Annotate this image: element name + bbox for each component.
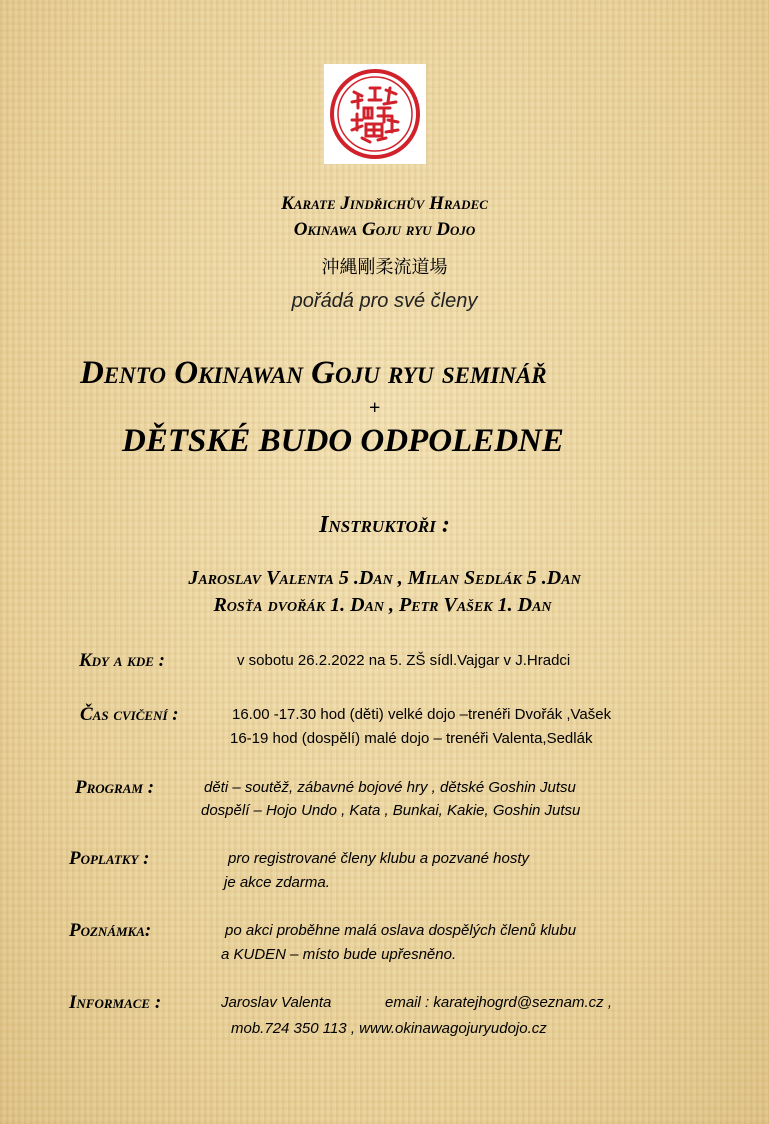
note-label: Poznámka: — [69, 920, 152, 941]
program-label: Program : — [75, 777, 155, 798]
dojo-seal-stamp — [324, 64, 426, 164]
children-budo-title: DĚTSKÉ BUDO ODPOLEDNE — [122, 423, 564, 459]
organizes-text: pořádá pro své členy — [291, 290, 478, 312]
info-phone-web: mob.724 350 113 , www.okinawagojuryudojo.cz — [231, 1020, 547, 1037]
time-line-1: 16.00 -17.30 hod (děti) velké dojo –trenéři Dvořák ,Vašek — [232, 706, 612, 723]
instructors-line-1: Jaroslav Valenta 5 .Dan , Milan Sedlák 5 .Dan — [188, 567, 581, 589]
instructors-line-2: Rosťa dvořák 1. Dan , Petr Vašek 1. Dan — [213, 594, 552, 616]
info-label: Informace : — [69, 992, 162, 1013]
fees-line-1: pro registrované členy klubu a pozvané hosty — [228, 850, 530, 867]
fees-line-2: je akce zdarma. — [224, 874, 330, 891]
time-line-2: 16-19 hod (dospělí) malé dojo – trenéři Valenta,Sedlák — [230, 730, 593, 747]
when-label: Kdy a kde : — [79, 650, 165, 671]
info-contact-name: Jaroslav Valenta — [221, 994, 332, 1011]
when-value: v sobotu 26.2.2022 na 5. ZŠ sídl.Vajgar v J.Hradci — [237, 652, 571, 669]
title-plus: + — [369, 397, 381, 419]
program-line-1: děti – soutěž, zábavné bojové hry , dětské Goshin Jutsu — [204, 779, 576, 796]
program-line-2: dospělí – Hojo Undo , Kata , Bunkai, Kakie, Goshin Jutsu — [201, 802, 581, 819]
seminar-title: Dento Okinawan Goju ryu seminář — [80, 355, 547, 391]
note-line-1: po akci proběhne malá oslava dospělých členů klubu — [225, 922, 577, 939]
instructors-heading: Instruktoři : — [319, 512, 450, 538]
time-label: Čas cvičení : — [80, 704, 179, 725]
fees-label: Poplatky : — [69, 848, 150, 869]
info-email: email : karatejhogrd@seznam.cz , — [385, 994, 612, 1011]
note-line-2: a KUDEN – místo bude upřesněno. — [221, 946, 457, 963]
dojo-name: Okinawa Goju ryu Dojo — [293, 219, 476, 240]
club-name: Karate Jindřichův Hradec — [281, 193, 488, 214]
seal-icon — [324, 64, 426, 164]
dojo-kanji: 沖縄剛柔流道場 — [321, 257, 448, 278]
